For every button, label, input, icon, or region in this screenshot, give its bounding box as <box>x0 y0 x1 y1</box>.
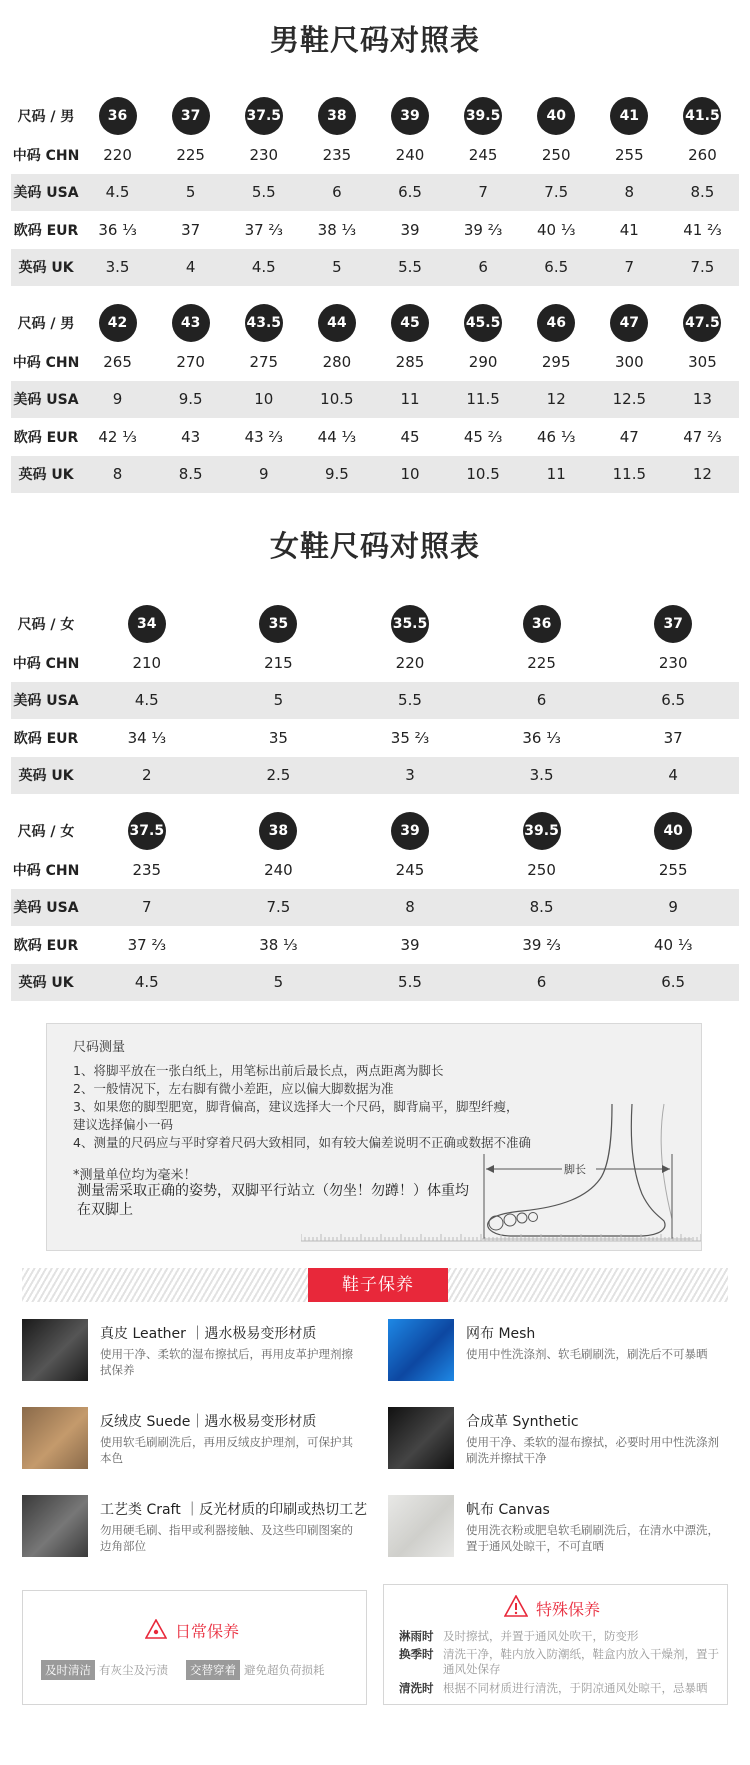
table-cell: 40 ⅓ <box>653 935 693 954</box>
table-cell: 3.5 <box>81 249 154 287</box>
table-cell: 11.5 <box>447 381 520 419</box>
table-cell: 300 <box>615 352 644 371</box>
special-value: 清洗干净，鞋内放入防潮纸，鞋盒内放入干燥剂，置于通风处保存 <box>443 1647 719 1676</box>
table-cell: 5.5 <box>344 964 476 1002</box>
row-label: 美码 USA <box>11 174 81 212</box>
table-cell: 235 <box>322 145 352 164</box>
size-cell <box>447 303 520 343</box>
table-cell: 13 <box>666 381 739 419</box>
table-cell: 7.5 <box>213 889 345 927</box>
warning-triangle-icon <box>504 1595 528 1617</box>
table-cell: 3 <box>344 757 476 795</box>
care-item-title: 合成革 Synthetic <box>466 1414 579 1430</box>
row-label: 美码 USA <box>11 889 81 927</box>
table-cell: 9 <box>607 889 739 927</box>
special-row <box>399 1681 729 1696</box>
row-label: 中码 CHN <box>12 655 80 672</box>
table-row <box>11 719 739 757</box>
size-cell <box>344 604 476 644</box>
table-cell: 44 ⅓ <box>317 427 357 446</box>
special-care-box <box>383 1584 728 1705</box>
men-size-table <box>11 96 739 286</box>
ruler-icon <box>301 1232 701 1242</box>
table-cell: 39 <box>400 935 420 954</box>
care-item-desc: 勿用硬毛刷、指甲或利器接触、及这些印刷图案的边角部位 <box>100 1523 353 1553</box>
special-care-title: 特殊保养 <box>536 1600 601 1619</box>
table-row <box>11 174 739 212</box>
table-cell: 5 <box>154 174 227 212</box>
table-row <box>11 757 739 795</box>
table-row <box>11 211 739 249</box>
measure-line: 3、如果您的脚型肥宽，脚背偏高，建议选择大一个尺码，脚背扁平，脚型纤瘦， <box>73 1099 519 1114</box>
size-cell <box>593 96 666 136</box>
table-cell: 9.5 <box>154 381 227 419</box>
size-cell <box>227 96 300 136</box>
table-cell: 275 <box>249 352 279 371</box>
table-cell: 43 <box>181 427 201 446</box>
size-badge: 45 <box>391 304 429 342</box>
table-cell: 6.5 <box>607 964 739 1002</box>
row-label: 中码 CHN <box>12 147 80 164</box>
table-cell: 10.5 <box>447 456 520 494</box>
table-cell: 220 <box>103 145 132 164</box>
daily-tag-text: 避免超负荷损耗 <box>244 1663 325 1677</box>
table-cell: 36 ⅓ <box>98 220 137 239</box>
table-row <box>11 889 739 927</box>
table-row <box>11 136 739 174</box>
women-size-title: 女鞋尺码对照表 <box>269 529 480 563</box>
size-badge: 47 <box>610 304 648 342</box>
men-size-tables <box>0 96 750 493</box>
table-cell: 270 <box>176 352 205 371</box>
daily-care-title: 日常保养 <box>175 1622 240 1641</box>
care-item-title: 真皮 Leather ｜遇水极易变形材质 <box>100 1326 317 1342</box>
table-cell: 6 <box>447 249 520 287</box>
table-cell: 305 <box>688 352 717 371</box>
care-item-desc: 使用干净、柔软的湿布擦拭后，再用皮革护理剂擦拭保养 <box>100 1347 353 1377</box>
care-item-title: 反绒皮 Suede｜遇水极易变形材质 <box>100 1414 317 1430</box>
size-badge: 39.5 <box>523 812 561 850</box>
table-cell: 4.5 <box>81 174 154 212</box>
size-badge: 40 <box>654 812 692 850</box>
table-cell: 45 <box>400 427 420 446</box>
size-badge: 38 <box>259 812 297 850</box>
table-cell: 37 <box>663 728 683 747</box>
size-badge: 40 <box>537 97 575 135</box>
measure-line: 建议选择偏小一码 <box>73 1117 174 1132</box>
table-cell: 295 <box>541 352 571 371</box>
daily-care-box <box>22 1590 367 1705</box>
table-cell: 5.5 <box>227 174 300 212</box>
measure-line: 4、测量的尺码应与平时穿着尺码大致相同，如有较大偏差说明不正确或数据不准确 <box>73 1135 531 1150</box>
size-cell <box>666 303 739 343</box>
size-cell <box>227 303 300 343</box>
care-item-title: 网布 Mesh <box>466 1326 536 1342</box>
material-swatch-icon <box>388 1495 454 1557</box>
table-cell: 5 <box>300 249 373 287</box>
size-badge: 43 <box>172 304 210 342</box>
size-badge: 39 <box>391 97 429 135</box>
table-cell: 260 <box>688 145 717 164</box>
special-key: 淋雨时 <box>399 1629 434 1643</box>
table-cell: 4.5 <box>227 249 300 287</box>
material-swatch-icon <box>22 1495 88 1557</box>
size-row-label: 尺码 / 女 <box>17 617 75 633</box>
row-label: 欧码 EUR <box>13 937 79 954</box>
size-cell <box>607 604 739 644</box>
size-row-label: 尺码 / 女 <box>17 824 75 840</box>
table-cell: 210 <box>132 653 162 672</box>
table-cell: 285 <box>395 352 425 371</box>
row-label: 欧码 EUR <box>13 222 79 239</box>
special-row <box>399 1629 729 1644</box>
table-cell: 7.5 <box>666 249 739 287</box>
table-row <box>11 964 739 1002</box>
table-cell: 255 <box>615 145 644 164</box>
size-row-label: 尺码 / 男 <box>17 316 75 332</box>
table-row <box>11 343 739 381</box>
size-badge: 45.5 <box>464 304 502 342</box>
table-cell: 10 <box>373 456 446 494</box>
table-cell: 6.5 <box>520 249 593 287</box>
size-badge: 39 <box>391 812 429 850</box>
row-label: 英码 UK <box>11 249 81 287</box>
table-cell: 39 <box>400 220 420 239</box>
table-cell: 39 ⅔ <box>522 935 561 954</box>
table-cell: 8 <box>81 456 154 494</box>
size-cell <box>344 811 476 851</box>
table-cell: 245 <box>468 145 498 164</box>
table-cell: 38 ⅓ <box>317 220 357 239</box>
table-cell: 9.5 <box>300 456 373 494</box>
table-cell: 255 <box>658 860 688 879</box>
size-cell <box>213 604 345 644</box>
size-badge: 38 <box>318 97 356 135</box>
daily-care-items <box>41 1659 343 1680</box>
table-cell: 6.5 <box>373 174 446 212</box>
table-row <box>11 456 739 494</box>
row-label: 英码 UK <box>11 964 81 1002</box>
size-cell <box>213 811 345 851</box>
table-cell: 38 ⅓ <box>259 935 298 954</box>
table-cell: 42 ⅓ <box>98 427 137 446</box>
care-item-desc: 使用软毛刷刷洗后，再用反绒皮护理剂，可保护其本色 <box>100 1435 353 1465</box>
table-cell: 47 ⅔ <box>683 427 722 446</box>
table-cell: 45 ⅔ <box>463 427 503 446</box>
size-cell <box>476 811 608 851</box>
size-row <box>11 811 739 851</box>
table-cell: 240 <box>395 145 425 164</box>
table-cell: 41 ⅔ <box>683 220 722 239</box>
care-item-title: 工艺类 Craft ｜反光材质的印刷或热切工艺 <box>100 1502 368 1518</box>
table-cell: 37 ⅔ <box>127 935 166 954</box>
care-banner-label: 鞋子保养 <box>308 1268 448 1302</box>
table-cell: 280 <box>322 352 352 371</box>
row-label: 英码 UK <box>11 456 81 494</box>
size-cell <box>593 303 666 343</box>
table-cell: 11.5 <box>593 456 666 494</box>
table-cell: 7.5 <box>520 174 593 212</box>
care-item <box>388 1491 728 1561</box>
table-cell: 12 <box>666 456 739 494</box>
table-cell: 43 ⅔ <box>244 427 283 446</box>
table-cell: 40 ⅓ <box>537 220 576 239</box>
size-badge: 42 <box>99 304 137 342</box>
size-badge: 47.5 <box>683 304 721 342</box>
material-swatch-icon <box>22 1319 88 1381</box>
table-cell: 7 <box>81 889 213 927</box>
care-item <box>22 1315 362 1385</box>
table-cell: 7 <box>447 174 520 212</box>
size-cell <box>373 96 446 136</box>
women-size-table <box>11 604 739 794</box>
table-cell: 230 <box>658 653 688 672</box>
table-cell: 220 <box>395 653 425 672</box>
table-cell: 235 <box>132 860 162 879</box>
table-cell: 7 <box>593 249 666 287</box>
table-cell: 250 <box>541 145 571 164</box>
table-cell: 9 <box>227 456 300 494</box>
table-cell: 8 <box>344 889 476 927</box>
table-cell: 11 <box>373 381 446 419</box>
table-cell: 8.5 <box>666 174 739 212</box>
men-size-table <box>11 303 739 493</box>
measure-line: 1、将脚平放在一张白纸上，用笔标出前后最长点，两点距离为脚长 <box>73 1063 444 1078</box>
measure-instruction: 测量需采取正确的姿势，双脚平行站立（勿坐！勿蹲！）体重均在双脚上 <box>77 1183 469 1218</box>
size-cell <box>373 303 446 343</box>
care-item-desc: 使用洗衣粉或肥皂软毛刷刷洗后，在清水中漂洗，置于通风处晾干，不可直晒 <box>466 1523 719 1553</box>
foot-diagram-icon <box>482 1099 692 1249</box>
care-item <box>22 1403 362 1473</box>
care-item <box>22 1491 368 1561</box>
care-item-desc: 使用中性洗涤剂、软毛刷刷洗，刷洗后不可暴晒 <box>466 1347 708 1361</box>
special-value: 根据不同材质进行清洗，于阴凉通风处晾干，忌暴晒 <box>443 1681 708 1695</box>
size-cell <box>154 96 227 136</box>
daily-tag: 交替穿着 <box>186 1660 240 1680</box>
size-badge: 43.5 <box>245 304 283 342</box>
table-cell: 230 <box>249 145 279 164</box>
special-row <box>399 1647 729 1679</box>
table-cell: 41 <box>619 220 639 239</box>
table-cell: 6 <box>300 174 373 212</box>
table-cell: 34 ⅓ <box>127 728 166 747</box>
size-cell <box>81 604 213 644</box>
table-cell: 35 <box>268 728 288 747</box>
size-cell <box>476 604 608 644</box>
table-cell: 265 <box>103 352 132 371</box>
table-cell: 6.5 <box>607 682 739 720</box>
table-cell: 5.5 <box>344 682 476 720</box>
size-badge: 36 <box>99 97 137 135</box>
measure-line: 2、一般情况下，左右脚有微小差距，应以偏大脚数据为准 <box>73 1081 394 1096</box>
table-cell: 46 ⅓ <box>537 427 576 446</box>
table-cell: 6 <box>476 964 608 1002</box>
care-item-desc: 使用干净、柔软的湿布擦拭，必要时用中性洗涤剂刷洗并擦拭干净 <box>466 1435 719 1465</box>
men-size-title: 男鞋尺码对照表 <box>269 23 480 57</box>
table-cell: 290 <box>468 352 498 371</box>
table-cell: 3.5 <box>476 757 608 795</box>
table-cell: 12 <box>520 381 593 419</box>
table-cell: 47 <box>619 427 639 446</box>
size-badge: 36 <box>523 605 561 643</box>
row-label: 欧码 EUR <box>13 730 79 747</box>
size-badge: 46 <box>537 304 575 342</box>
size-badge: 41 <box>610 97 648 135</box>
size-cell <box>447 96 520 136</box>
size-cell <box>300 96 373 136</box>
table-cell: 10 <box>227 381 300 419</box>
special-key: 换季时 <box>399 1647 434 1661</box>
measure-panel <box>46 1023 702 1251</box>
row-label: 欧码 EUR <box>13 429 79 446</box>
size-row-label: 尺码 / 男 <box>17 109 75 125</box>
size-badge: 41.5 <box>683 97 721 135</box>
table-cell: 8 <box>593 174 666 212</box>
size-badge: 34 <box>128 605 166 643</box>
table-cell: 215 <box>264 653 293 672</box>
table-cell: 225 <box>527 653 556 672</box>
table-cell: 35 ⅔ <box>390 728 430 747</box>
size-row <box>11 96 739 136</box>
table-cell: 240 <box>264 860 293 879</box>
special-value: 及时擦拭，并置于通风处吹干，防变形 <box>443 1629 639 1643</box>
size-badge: 35 <box>259 605 297 643</box>
table-row <box>11 682 739 720</box>
table-cell: 37 ⅔ <box>244 220 283 239</box>
row-label: 中码 CHN <box>12 862 80 879</box>
measure-note: *测量单位均为毫米！ <box>73 1168 197 1183</box>
size-cell <box>81 303 154 343</box>
care-item <box>388 1403 728 1473</box>
women-size-tables <box>0 604 750 1001</box>
special-key: 清洗时 <box>399 1681 434 1695</box>
size-badge: 37.5 <box>128 812 166 850</box>
warning-triangle-icon <box>145 1619 167 1639</box>
row-label: 美码 USA <box>11 682 81 720</box>
size-cell <box>520 303 593 343</box>
table-cell: 8.5 <box>154 456 227 494</box>
table-cell: 5 <box>213 964 345 1002</box>
table-row <box>11 381 739 419</box>
table-cell: 4 <box>154 249 227 287</box>
material-swatch-icon <box>388 1407 454 1469</box>
table-cell: 2 <box>81 757 213 795</box>
care-item <box>388 1315 728 1385</box>
daily-tag: 及时清洁 <box>41 1660 95 1680</box>
table-cell: 36 ⅓ <box>522 728 561 747</box>
table-cell: 12.5 <box>593 381 666 419</box>
table-cell: 10.5 <box>300 381 373 419</box>
size-badge: 39.5 <box>464 97 502 135</box>
women-size-table <box>11 811 739 1001</box>
material-swatch-icon <box>22 1407 88 1469</box>
size-badge: 37 <box>172 97 210 135</box>
care-item-title: 帆布 Canvas <box>466 1502 550 1518</box>
row-label: 中码 CHN <box>12 354 80 371</box>
foot-length-label: 脚长 <box>564 1163 586 1176</box>
table-row <box>11 249 739 287</box>
size-badge: 44 <box>318 304 356 342</box>
size-cell <box>81 811 213 851</box>
table-row <box>11 851 739 889</box>
size-badge: 37.5 <box>245 97 283 135</box>
size-row <box>11 303 739 343</box>
table-cell: 5.5 <box>373 249 446 287</box>
table-cell: 5 <box>213 682 345 720</box>
table-row <box>11 926 739 964</box>
size-row <box>11 604 739 644</box>
row-label: 英码 UK <box>11 757 81 795</box>
row-label: 美码 USA <box>11 381 81 419</box>
measure-title: 尺码测量 <box>73 1040 126 1055</box>
care-banner <box>22 1268 728 1302</box>
table-row <box>11 644 739 682</box>
table-cell: 4 <box>607 757 739 795</box>
size-cell <box>300 303 373 343</box>
table-cell: 9 <box>81 381 154 419</box>
size-cell <box>666 96 739 136</box>
table-cell: 39 ⅔ <box>463 220 503 239</box>
daily-tag-text: 有灰尘及污渍 <box>99 1663 168 1677</box>
table-cell: 11 <box>520 456 593 494</box>
table-cell: 225 <box>176 145 205 164</box>
table-cell: 4.5 <box>81 682 213 720</box>
size-cell <box>81 96 154 136</box>
size-badge: 35.5 <box>391 605 429 643</box>
table-cell: 250 <box>527 860 556 879</box>
table-cell: 8.5 <box>476 889 608 927</box>
size-cell <box>154 303 227 343</box>
size-badge: 37 <box>654 605 692 643</box>
material-swatch-icon <box>388 1319 454 1381</box>
size-cell <box>520 96 593 136</box>
table-cell: 6 <box>476 682 608 720</box>
table-cell: 4.5 <box>81 964 213 1002</box>
table-cell: 37 <box>181 220 201 239</box>
table-row <box>11 418 739 456</box>
table-cell: 245 <box>395 860 425 879</box>
size-cell <box>607 811 739 851</box>
table-cell: 2.5 <box>213 757 345 795</box>
